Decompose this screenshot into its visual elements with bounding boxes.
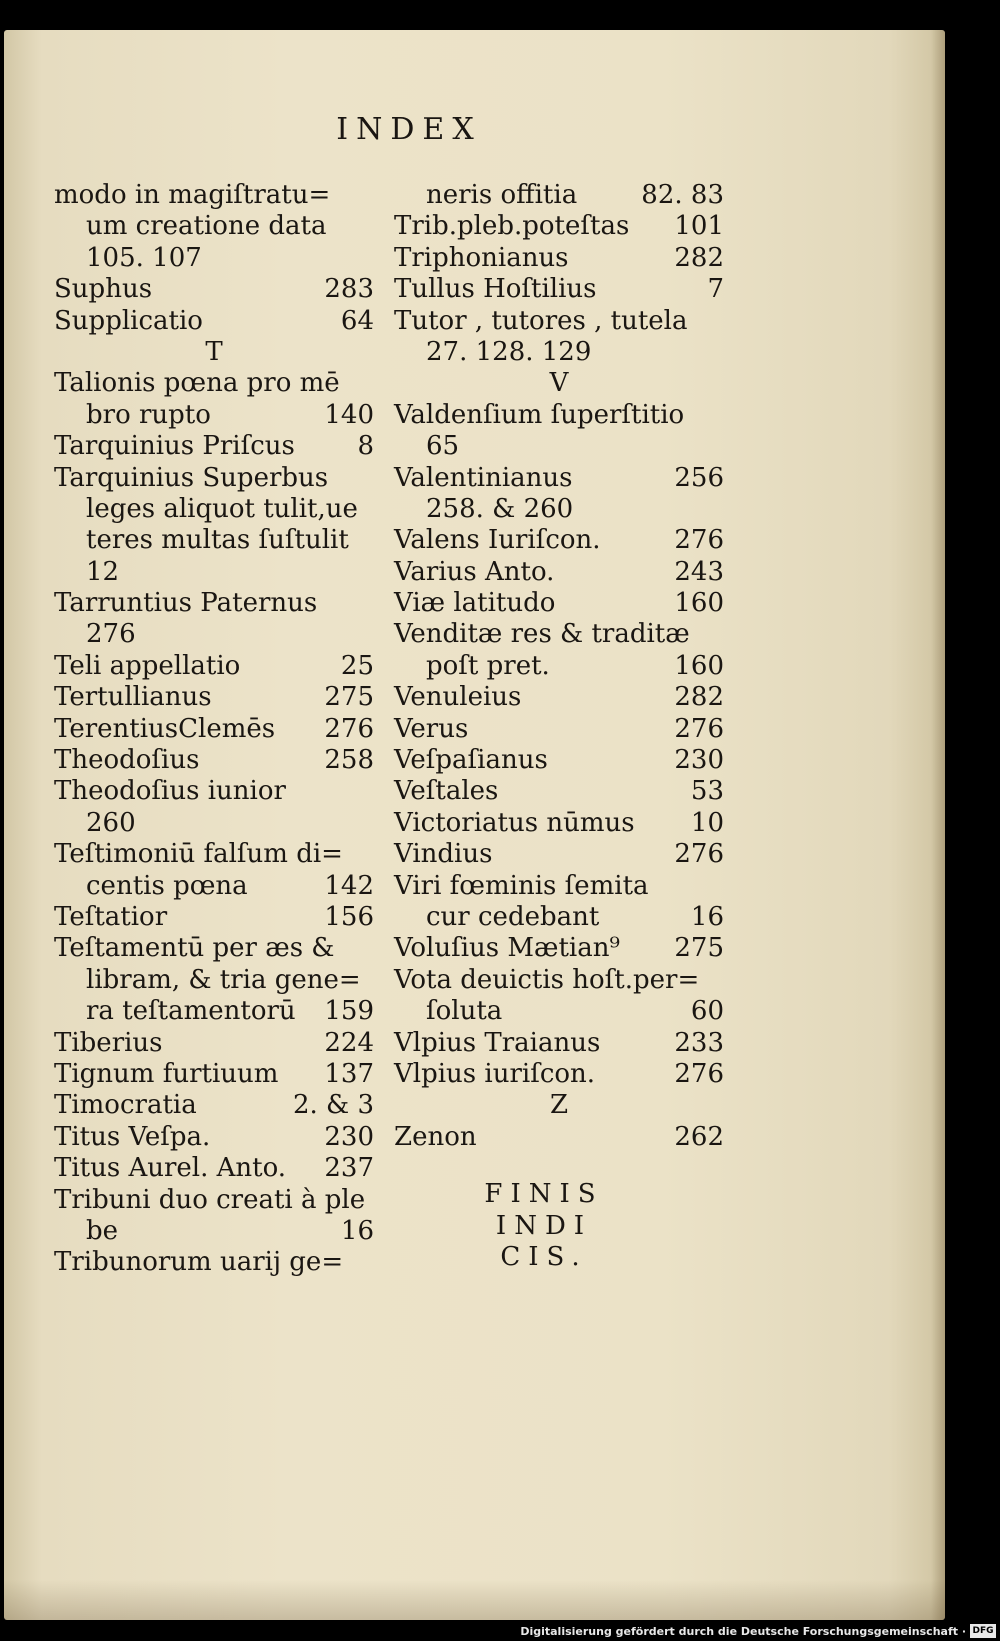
index-entry-text: poſt pret. [426, 650, 550, 681]
index-entry-line [54, 274, 374, 305]
index-page-number: 276 [674, 525, 724, 556]
index-entry-line [54, 714, 374, 745]
index-entry-line [54, 1090, 374, 1121]
index-entry-line [394, 525, 724, 556]
index-entry-text: Teſtamentū per æs & [54, 933, 335, 964]
index-entry-text: Valdenſium ſuperſtitio [394, 399, 685, 430]
index-entry-line [394, 965, 724, 996]
finis-line: FINIS [484, 1179, 604, 1210]
index-entry-line [54, 1028, 374, 1059]
index-page-number: 8 [357, 431, 374, 462]
index-entry-text: Varius Anto. [394, 556, 555, 587]
index-entry-text: 27. 128. 129 [426, 336, 592, 367]
index-entry-text: Z [549, 1090, 569, 1121]
index-entry-line [394, 494, 724, 525]
index-entry-text: Tertullianus [54, 682, 212, 713]
index-entry-line [54, 776, 374, 807]
index-entry-line [54, 431, 374, 462]
index-page-number: 160 [674, 650, 724, 681]
index-entry-line [54, 243, 374, 274]
index-entry-line [394, 274, 724, 305]
index-page-number: 237 [324, 1153, 374, 1184]
index-entry-line [394, 400, 724, 431]
index-entry-text: 276 [86, 619, 136, 650]
index-entry-line [54, 619, 374, 650]
index-entry-text: Tiberius [54, 1027, 163, 1058]
index-page-number: 230 [324, 1121, 374, 1152]
index-entry-text: Supplicatio [54, 305, 203, 336]
index-entry-text: libram, & tria gene= [86, 964, 361, 995]
index-entry-line [54, 1059, 374, 1090]
index-page-number: 276 [674, 839, 724, 870]
index-entry-line [54, 745, 374, 776]
index-entry-text: Theodoſius [54, 745, 200, 776]
index-page-number: 283 [324, 274, 374, 305]
index-entry-text: be [86, 1215, 119, 1246]
index-entry-line [54, 368, 374, 399]
index-entry-text: Teſtimoniū falſum di= [54, 839, 343, 870]
index-entry-line [394, 306, 724, 337]
index-entry-line [54, 682, 374, 713]
index-entry-text: Veſtales [394, 776, 499, 807]
index-entry-line [394, 243, 724, 274]
index-entry-text: bro rupto [86, 399, 211, 430]
index-entry-text: Vota deuictis hoſt.per= [394, 964, 700, 995]
index-entry-text: Theodoſius iunior [54, 776, 286, 807]
index-page-number: 82. 83 [641, 180, 724, 210]
finis-line: CIS. [500, 1241, 588, 1272]
dfg-logo: DFG [970, 1624, 996, 1638]
index-column-right [394, 180, 724, 1273]
index-entry-line [54, 839, 374, 870]
index-entry-text: Triphonianus [394, 242, 569, 273]
index-entry-text: 258. & 260 [426, 493, 574, 524]
index-entry-line [54, 1185, 374, 1216]
index-page-number: 7 [707, 274, 724, 305]
index-entry-line [54, 1122, 374, 1153]
index-page-number: 53 [690, 776, 724, 807]
index-entry-line [394, 714, 724, 745]
index-page-number: 159 [324, 996, 374, 1027]
index-entry-line [394, 651, 724, 682]
index-page-number: 233 [674, 1027, 724, 1058]
index-page-number: 25 [340, 650, 374, 681]
index-page-number: 275 [324, 682, 374, 713]
index-page-number: 2. & 3 [292, 1090, 374, 1121]
index-entry-text: Tarruntius Paternus [54, 588, 318, 619]
index-entry-line [394, 902, 724, 933]
finis-indicis [394, 1179, 694, 1273]
index-page-number: 262 [674, 1121, 724, 1152]
index-page-number: 224 [324, 1027, 374, 1058]
index-entry-text: 65 [426, 431, 460, 462]
index-entry-line [394, 933, 724, 964]
book-page [4, 30, 945, 1620]
index-page-number: 64 [340, 305, 374, 336]
index-entry-line [54, 996, 374, 1027]
index-entry-text: teres multas ſuſtulit [86, 525, 349, 556]
index-entry-line [54, 463, 374, 494]
index-entry-line [394, 180, 724, 211]
index-entry-text: ra teſtamentorū [86, 996, 296, 1027]
index-entry-line [54, 588, 374, 619]
index-page-number: 142 [324, 870, 374, 901]
index-page-number: 275 [674, 933, 724, 964]
index-entry-line [54, 902, 374, 933]
index-entry-text: Victoriatus nūmus [394, 807, 635, 838]
index-entry-text: Teli appellatio [54, 650, 241, 681]
index-page-number: 256 [674, 462, 724, 493]
index-entry-text: Tignum furtiuum [54, 1058, 279, 1089]
index-entry-line [394, 211, 724, 242]
index-entry-text: Valens Iuriſcon. [394, 525, 601, 556]
index-letter-heading [394, 368, 724, 399]
index-entry-line [394, 1028, 724, 1059]
index-entry-line [54, 1153, 374, 1184]
index-entry-text: Timocratia [54, 1090, 197, 1121]
index-entry-text: Vlpius iuriſcon. [394, 1058, 596, 1089]
index-entry-text: Verus [394, 713, 469, 744]
index-column-left [54, 180, 374, 1279]
index-entry-text: Vindius [394, 839, 493, 870]
index-entry-line [54, 211, 374, 242]
index-entry-line [394, 682, 724, 713]
index-entry-line [54, 1216, 374, 1247]
index-entry-text: Tribuni duo creati à ple [54, 1184, 366, 1215]
index-column-right-entries [394, 180, 724, 1153]
index-entry-text: Veſpaſianus [394, 745, 548, 776]
index-entry-text: leges aliquot tulit,ue [86, 493, 358, 524]
footer-credit: Digitalisierung gefördert durch die Deutsche Forschungsgemeinschaft · [520, 1625, 966, 1638]
index-entry-text: Zenon [394, 1121, 477, 1152]
index-page-number: 276 [674, 713, 724, 744]
index-page-number: 160 [674, 588, 724, 619]
index-entry-text: neris offitia [426, 180, 578, 210]
page-edge-shading [931, 30, 945, 1620]
index-entry-text: Teſtatior [54, 901, 168, 932]
index-entry-line [54, 1247, 374, 1278]
index-letter-heading [394, 1090, 724, 1121]
index-entry-line [54, 306, 374, 337]
index-entry-line [54, 557, 374, 588]
index-entry-line [394, 1122, 724, 1153]
index-entry-text: 105. 107 [86, 242, 202, 273]
index-entry-line [394, 557, 724, 588]
index-entry-line [394, 619, 724, 650]
index-entry-text: TerentiusClemēs [54, 713, 276, 744]
index-entry-text: 12 [86, 556, 120, 587]
index-entry-line [394, 745, 724, 776]
index-entry-text: Voluſius Mætian⁹ [394, 933, 620, 964]
index-entry-line [54, 525, 374, 556]
index-entry-line [54, 651, 374, 682]
index-entry-line [394, 431, 724, 462]
finis-line: INDI [495, 1210, 593, 1241]
index-page-number: 16 [690, 901, 724, 932]
index-entry-text: Suphus [54, 274, 153, 305]
index-entry-text: Valentinianus [394, 462, 573, 493]
index-entry-text: cur cedebant [426, 901, 600, 932]
index-entry-text: T [205, 336, 223, 367]
index-entry-line [394, 1059, 724, 1090]
index-page-number: 60 [690, 996, 724, 1027]
index-entry-line [54, 180, 374, 211]
index-entry-line [394, 588, 724, 619]
index-entry-text: Titus Veſpa. [54, 1121, 211, 1152]
index-page-number: 101 [674, 211, 724, 242]
index-entry-text: Viri fœminis ſemita [394, 870, 649, 901]
index-entry-line [394, 337, 724, 368]
index-page-number: 282 [674, 242, 724, 273]
index-entry-text: Titus Aurel. Anto. [54, 1153, 287, 1184]
index-entry-text: modo in magiſtratu= [54, 180, 331, 210]
index-entry-line [394, 871, 724, 902]
index-page-number: 230 [674, 745, 724, 776]
index-entry-text: Tarquinius Priſcus [54, 431, 295, 462]
index-page-number: 243 [674, 556, 724, 587]
index-title: INDEX [336, 112, 482, 147]
index-entry-line [394, 808, 724, 839]
index-entry-text: Tutor , tutores , tutela [394, 305, 688, 336]
index-page-number: 276 [674, 1058, 724, 1089]
index-entry-line [54, 871, 374, 902]
index-entry-line [394, 463, 724, 494]
index-entry-text: Tarquinius Superbus [54, 462, 329, 493]
index-entry-text: 260 [86, 807, 136, 838]
index-page-number: 156 [324, 901, 374, 932]
index-entry-text: Tribunorum uarij ge= [54, 1247, 344, 1278]
index-page-number: 10 [690, 807, 724, 838]
index-entry-text: centis pœna [86, 870, 248, 901]
index-entry-line [54, 494, 374, 525]
index-entry-line [54, 933, 374, 964]
index-entry-line [394, 839, 724, 870]
index-page-number: 258 [324, 745, 374, 776]
index-entry-text: Vlpius Traianus [394, 1027, 601, 1058]
index-entry-line [394, 996, 724, 1027]
index-page-number: 282 [674, 682, 724, 713]
index-entry-text: Viæ latitudo [394, 588, 556, 619]
index-page-number: 276 [324, 713, 374, 744]
index-entry-text: Tullus Hoſtilius [394, 274, 597, 305]
index-entry-line [54, 965, 374, 996]
index-entry-text: V [549, 368, 569, 399]
index-entry-line [394, 776, 724, 807]
index-entry-text: ſoluta [426, 996, 503, 1027]
index-entry-text: um creatione data [86, 211, 327, 242]
index-entry-line [54, 808, 374, 839]
page-bottom-shading [4, 1580, 945, 1620]
footer-bar [0, 1620, 1000, 1641]
index-page-number: 140 [324, 399, 374, 430]
index-letter-heading [54, 337, 374, 368]
index-entry-text: Trib.pleb.poteſtas [394, 211, 630, 242]
index-entry-text: Venuleius [394, 682, 522, 713]
index-entry-text: Talionis pœna pro mē [54, 368, 340, 399]
index-page-number: 16 [340, 1215, 374, 1246]
index-entry-line [54, 400, 374, 431]
index-entry-text: Venditæ res & traditæ [394, 619, 690, 650]
index-page-number: 137 [324, 1058, 374, 1089]
